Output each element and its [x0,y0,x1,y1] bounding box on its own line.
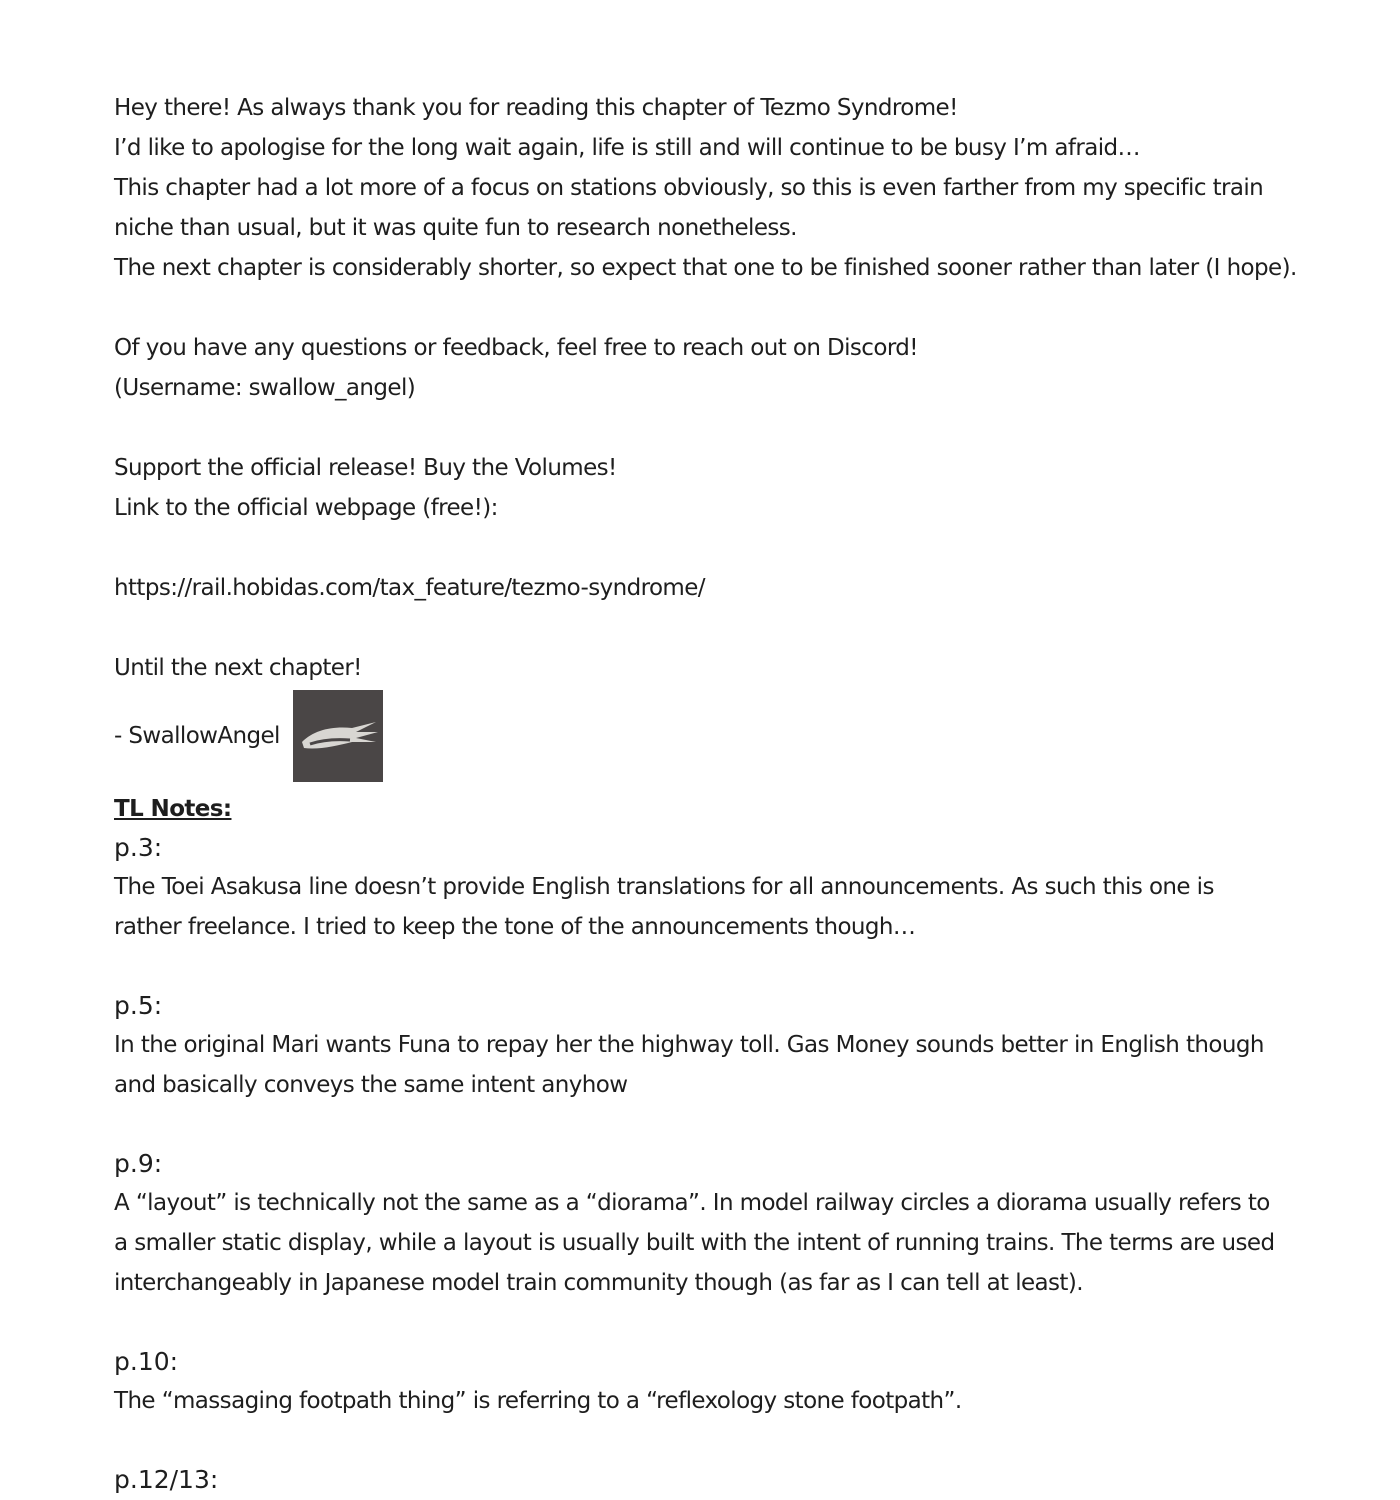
intro-line-3: This chapter had a lot more of a focus on stations obviously, so this is even farther from my specific train niche than usual, but it was quite fun to research nonetheless. [114,175,1264,241]
contact-line: Of you have any questions or feedback, feel free to reach out on Discord! [114,335,918,361]
note-p9 [114,1145,1294,1343]
note-text: In the original Mari wants Funa to repay her the highway toll. Gas Money sounds better in English though and basically conveys the same intent anyhow [114,1032,1264,1098]
note-p10 [114,1343,1294,1461]
note-page-label: p.9: [114,1149,163,1178]
tl-notes-heading: TL Notes: [114,796,232,822]
note-text: The Toei Asakusa line doesn’t provide English translations for all announcements. As such this one is rather freelance. I tried to keep the tone of the announcements though… [114,874,1214,940]
intro-line-4: The next chapter is considerably shorter, so expect that one to be finished sooner rather than later (I hope). [114,255,1297,281]
note-p5 [114,987,1294,1145]
document-page [114,88,1297,1499]
farewell-line: Until the next chapter! [114,655,362,681]
webpage-label: Link to the official webpage (free!): [114,495,498,521]
note-p3 [114,829,1294,987]
spacer [114,1421,1294,1461]
intro-line-2: I’d like to apologise for the long wait again, life is still and will continue to be busy I’m afraid… [114,135,1140,161]
note-page-label: p.12/13: [114,1465,219,1494]
spacer [114,408,1294,448]
note-page-label: p.5: [114,991,163,1020]
official-webpage-link[interactable]: https://rail.hobidas.com/tax_feature/tezmo-syndrome/ [114,575,705,601]
intro-line-1: Hey there! As always thank you for reading this chapter of Tezmo Syndrome! [114,95,958,121]
note-page-label: p.10: [114,1347,179,1376]
spacer [114,608,1294,648]
spacer [114,947,1294,987]
spacer [114,1303,1294,1343]
signature-row [114,689,1294,783]
signature: - SwallowAngel [114,723,280,749]
note-page-label: p.3: [114,833,163,862]
discord-username: (Username: swallow_angel) [114,375,416,401]
support-line: Support the official release! Buy the Volumes! [114,455,617,481]
spacer [114,528,1294,568]
note-text: The “massaging footpath thing” is referring to a “reflexology stone footpath”. [114,1388,962,1414]
spacer [114,1105,1294,1145]
note-text: A “layout” is technically not the same as a “diorama”. In model railway circles a diorama usually refers to a smaller static display, while a layout is usually built with the intent of running trains. The terms are used interchangeably in Japanese model train community though (as far as I can tell at least). [114,1190,1275,1296]
swallow-logo-svg [296,706,380,766]
spacer [114,288,1294,328]
swallow-logo-icon [293,690,383,782]
note-p12-13 [114,1461,1294,1499]
